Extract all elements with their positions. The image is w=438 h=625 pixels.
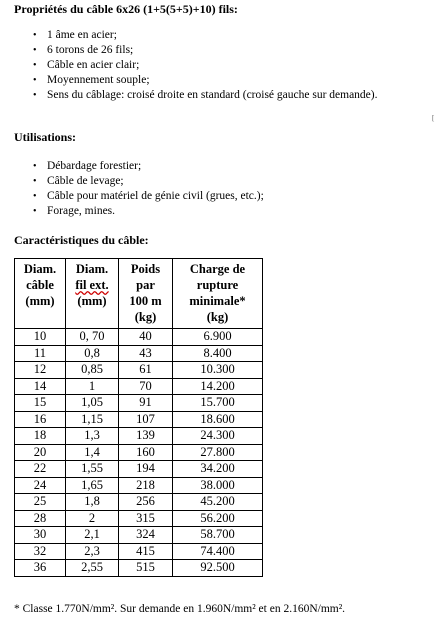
table-row bbox=[15, 477, 263, 494]
column-header bbox=[119, 259, 173, 329]
footnote: * Classe 1.770N/mm². Sur demande en 1.960N/mm² et en 2.160N/mm². bbox=[14, 603, 346, 615]
column-header-line: rupture bbox=[196, 278, 239, 292]
list-item: • 6 torons de 26 fils; bbox=[0, 43, 378, 58]
table-row bbox=[15, 428, 263, 445]
column-header-line: câble bbox=[26, 278, 54, 292]
table-cell: 15 bbox=[15, 395, 66, 412]
table-cell: 40 bbox=[119, 329, 173, 346]
table-row bbox=[15, 345, 263, 362]
table-cell: 1,3 bbox=[66, 428, 119, 445]
list-item: • 1 âme en acier; bbox=[0, 28, 378, 43]
table-cell: 0,85 bbox=[66, 362, 119, 379]
table-cell: 1,55 bbox=[66, 461, 119, 478]
properties-heading: Propriétés du câble 6x26 (1+5(5+5)+10) fils: bbox=[14, 2, 238, 16]
table-cell: 20 bbox=[15, 444, 66, 461]
table-row bbox=[15, 461, 263, 478]
uses-heading: Utilisations: bbox=[14, 130, 77, 144]
table-cell: 28 bbox=[15, 510, 66, 527]
table-cell: 11 bbox=[15, 345, 66, 362]
table-cell: 92.500 bbox=[173, 560, 263, 577]
column-header bbox=[15, 259, 66, 329]
column-header-line: Charge de bbox=[189, 262, 246, 276]
table-cell: 1 bbox=[66, 378, 119, 395]
table-cell: 12 bbox=[15, 362, 66, 379]
table-cell: 160 bbox=[119, 444, 173, 461]
table-cell: 415 bbox=[119, 543, 173, 560]
table-cell: 194 bbox=[119, 461, 173, 478]
column-header bbox=[173, 259, 263, 329]
table-row bbox=[15, 560, 263, 577]
table-cell: 24 bbox=[15, 477, 66, 494]
column-header-line: Poids bbox=[130, 262, 161, 276]
table-cell: 14 bbox=[15, 378, 66, 395]
table-cell: 91 bbox=[119, 395, 173, 412]
list-item: • Moyennement souple; bbox=[0, 73, 378, 88]
table-cell: 1,65 bbox=[66, 477, 119, 494]
table-cell: 45.200 bbox=[173, 494, 263, 511]
margin-marker: [ bbox=[432, 114, 435, 122]
uses-list bbox=[0, 159, 264, 219]
table-row bbox=[15, 510, 263, 527]
column-header-line: (kg) bbox=[134, 310, 157, 324]
list-item: • Câble en acier clair; bbox=[0, 58, 378, 73]
table-row bbox=[15, 494, 263, 511]
table-cell: 70 bbox=[119, 378, 173, 395]
table-cell: 1,05 bbox=[66, 395, 119, 412]
table-cell: 43 bbox=[119, 345, 173, 362]
table-cell: 324 bbox=[119, 527, 173, 544]
column-header-line: (mm) bbox=[77, 294, 107, 308]
column-header-line: fil ext. bbox=[75, 278, 109, 292]
table-row bbox=[15, 362, 263, 379]
table-row bbox=[15, 411, 263, 428]
table-row bbox=[15, 527, 263, 544]
table-cell: 14.200 bbox=[173, 378, 263, 395]
properties-list bbox=[0, 28, 378, 103]
table-cell: 56.200 bbox=[173, 510, 263, 527]
table-row bbox=[15, 329, 263, 346]
table-cell: 38.000 bbox=[173, 477, 263, 494]
table-cell: 36 bbox=[15, 560, 66, 577]
list-item: • Câble pour matériel de génie civil (grues, etc.); bbox=[0, 189, 264, 204]
table-cell: 16 bbox=[15, 411, 66, 428]
table-cell: 27.800 bbox=[173, 444, 263, 461]
table-cell: 22 bbox=[15, 461, 66, 478]
list-item: • Forage, mines. bbox=[0, 204, 264, 219]
table-row bbox=[15, 395, 263, 412]
table-cell: 2 bbox=[66, 510, 119, 527]
table-cell: 6.900 bbox=[173, 329, 263, 346]
list-item: • Débardage forestier; bbox=[0, 159, 264, 174]
table-cell: 2,3 bbox=[66, 543, 119, 560]
table-cell: 1,8 bbox=[66, 494, 119, 511]
column-header-line: minimale* bbox=[189, 294, 246, 308]
column-header-line: Diam. bbox=[23, 262, 57, 276]
table-cell: 30 bbox=[15, 527, 66, 544]
table-cell: 315 bbox=[119, 510, 173, 527]
table-cell: 2,1 bbox=[66, 527, 119, 544]
table-cell: 61 bbox=[119, 362, 173, 379]
table-cell: 0, 70 bbox=[66, 329, 119, 346]
table-cell: 515 bbox=[119, 560, 173, 577]
characteristics-heading: Caractéristiques du câble: bbox=[14, 233, 149, 247]
table-cell: 256 bbox=[119, 494, 173, 511]
table-row bbox=[15, 444, 263, 461]
table-cell: 32 bbox=[15, 543, 66, 560]
table-cell: 58.700 bbox=[173, 527, 263, 544]
table-cell: 0,8 bbox=[66, 345, 119, 362]
table-cell: 2,55 bbox=[66, 560, 119, 577]
table-cell: 15.700 bbox=[173, 395, 263, 412]
column-header-line: (mm) bbox=[25, 294, 55, 308]
list-item: • Câble de levage; bbox=[0, 174, 264, 189]
table-cell: 34.200 bbox=[173, 461, 263, 478]
table-cell: 74.400 bbox=[173, 543, 263, 560]
table-row bbox=[15, 543, 263, 560]
table-cell: 1,15 bbox=[66, 411, 119, 428]
column-header-line: par bbox=[136, 278, 155, 292]
table-cell: 10.300 bbox=[173, 362, 263, 379]
table-cell: 1,4 bbox=[66, 444, 119, 461]
list-item: • Sens du câblage: croisé droite en standard (croisé gauche sur demande). bbox=[0, 88, 378, 103]
table-cell: 8.400 bbox=[173, 345, 263, 362]
table-cell: 18 bbox=[15, 428, 66, 445]
table-row bbox=[15, 378, 263, 395]
table-cell: 24.300 bbox=[173, 428, 263, 445]
table-header-row bbox=[15, 259, 263, 329]
column-header bbox=[66, 259, 119, 329]
table-cell: 139 bbox=[119, 428, 173, 445]
column-header-line: (kg) bbox=[206, 310, 229, 324]
table-cell: 18.600 bbox=[173, 411, 263, 428]
cable-specs-table bbox=[14, 258, 263, 577]
table-cell: 218 bbox=[119, 477, 173, 494]
column-header-line: 100 m bbox=[129, 294, 162, 308]
table-cell: 107 bbox=[119, 411, 173, 428]
table-cell: 25 bbox=[15, 494, 66, 511]
table-cell: 10 bbox=[15, 329, 66, 346]
column-header-line: Diam. bbox=[75, 262, 109, 276]
